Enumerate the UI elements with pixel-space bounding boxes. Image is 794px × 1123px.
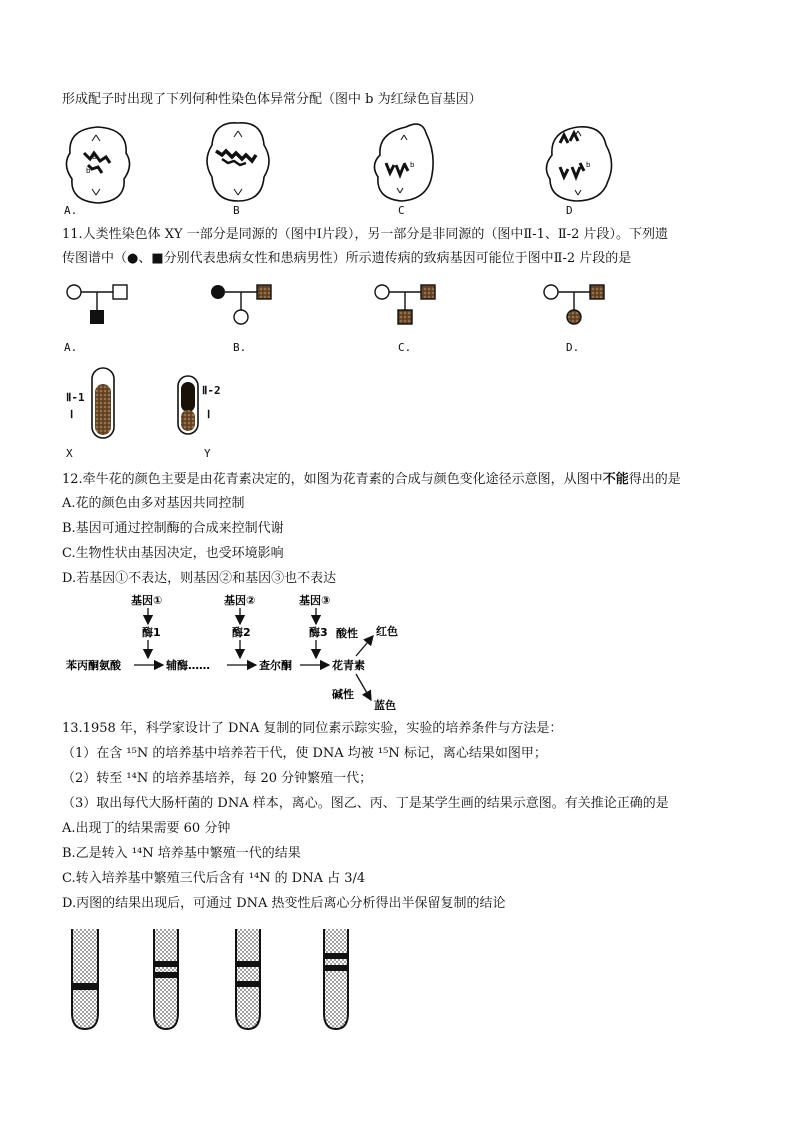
q12-option-c: C.生物性状由基因决定，也受环境影响 <box>62 546 284 561</box>
q12-stem: 12.牵牛花的颜色主要是由花青素决定的，如图为花青素的合成与颜色变化途径示意图，从图中不能得出的是 <box>62 472 681 487</box>
pedigree-d <box>544 285 604 324</box>
q10-option-d: D <box>566 204 573 217</box>
q11-option-a: A. <box>64 341 78 354</box>
cell-d-icon <box>546 127 611 201</box>
enzyme2-label: 酶2 <box>232 626 251 639</box>
q11-option-c: C. <box>398 341 412 354</box>
q13-stem: 13.1958 年，科学家设计了 DNA 复制的同位素示踪实验，实验的培养条件与方法是： <box>62 721 563 736</box>
anthocyanin-label: 花青素 <box>332 659 365 672</box>
q11-option-b: B. <box>233 341 247 354</box>
x-chromosome-icon <box>92 368 114 438</box>
q10-option-b: B <box>233 204 240 217</box>
substrate3-label: 查尔酮 <box>259 659 292 672</box>
q13-step2: （2）转至 ¹⁴N 的培养基培养，每 20 分钟繁殖一代； <box>62 771 373 786</box>
svg-text:B: B <box>92 153 97 161</box>
q11-stem-line1: 11.人类性染色体 XY 一部分是同源的（图中Ⅰ片段），另一部分是非同源的（图中Ⅱ-1、Ⅱ-2 片段）。下列遗 <box>62 227 669 242</box>
acid-label: 酸性 <box>336 627 358 640</box>
tube-ding-icon <box>324 929 348 1029</box>
q13-option-a: A.出现丁的结果需要 60 分钟 <box>62 821 231 836</box>
q13-option-c: C.转入培养基中繁殖三代后含有 ¹⁴N 的 DNA 占 3/4 <box>62 871 366 886</box>
q13-test-tubes <box>0 925 794 1035</box>
q10-cell-figures <box>0 115 794 215</box>
blue-label: 蓝色 <box>374 699 396 710</box>
pedigree-c <box>375 285 435 324</box>
svg-text:b: b <box>86 167 91 175</box>
q11-pedigrees <box>0 280 794 330</box>
tube-jia-icon <box>72 929 98 1029</box>
y-label: Y <box>204 447 211 460</box>
gene2-label: 基因② <box>224 594 256 607</box>
q12-option-a: A.花的颜色由多对基因共同控制 <box>62 496 245 511</box>
cell-c-icon <box>374 124 433 201</box>
base-label: 碱性 <box>332 688 354 701</box>
q12-option-b: B.基因可通过控制酶的合成来控制代谢 <box>62 521 284 536</box>
q11-stem-line2: 传图谱中（●、■分别代表患病女性和患病男性）所示遗传病的致病基因可能位于图中Ⅱ-2 片段的是 <box>62 251 632 266</box>
y-seg-label: Ⅱ-2 <box>202 384 221 397</box>
q10-stem: 形成配子时出现了下列何种性染色体异常分配（图中 b 为红绿色盲基因） <box>62 92 482 107</box>
q13-option-d: D.丙图的结果出现后，可通过 DNA 热变性后离心分析得出半保留复制的结论 <box>62 896 506 911</box>
x-seg-label: Ⅱ-1 <box>66 391 85 404</box>
x-label: X <box>66 447 73 460</box>
q13-step3: （3）取出每代大肠杆菌的 DNA 样本，离心。图乙、丙、丁是某学生画的结果示意图。有关推论正确的是 <box>62 796 669 811</box>
q11-option-d: D. <box>566 341 580 354</box>
xy-chromosomes <box>0 362 794 442</box>
substrate2-label: 辅酶…… <box>166 659 210 672</box>
q10-option-a: A. <box>64 204 78 217</box>
svg-text:b: b <box>410 161 415 169</box>
tube-bing-icon <box>236 929 260 1029</box>
gene1-label: 基因① <box>131 594 163 607</box>
y-seg2-label: Ⅰ <box>207 408 211 421</box>
y-chromosome-icon <box>178 376 198 434</box>
q12-option-d: D.若基因①不表达，则基因②和基因③也不表达 <box>62 571 337 586</box>
q13-step1: （1）在含 ¹⁵N 的培养基中培养若干代，使 DNA 均被 ¹⁵N 标记，离心结果如图甲； <box>62 746 547 761</box>
tube-yi-icon <box>154 929 178 1029</box>
cell-a-icon <box>66 127 129 203</box>
x-seg2-label: Ⅰ <box>70 408 74 421</box>
enzyme3-label: 酶3 <box>309 626 328 639</box>
q13-option-b: B.乙是转入 ¹⁴N 培养基中繁殖一代的结果 <box>62 846 301 861</box>
svg-text:b: b <box>586 161 591 169</box>
pedigree-b <box>211 285 271 324</box>
cell-b-icon <box>207 123 269 201</box>
anthocyanin-pathway <box>0 590 794 710</box>
red-label: 红色 <box>376 625 398 638</box>
q10-option-c: C <box>398 204 405 217</box>
substrate1-label: 苯丙酮氨酸 <box>66 659 121 672</box>
enzyme1-label: 酶1 <box>142 626 161 639</box>
gene3-label: 基因③ <box>299 594 331 607</box>
pedigree-a <box>67 285 127 324</box>
